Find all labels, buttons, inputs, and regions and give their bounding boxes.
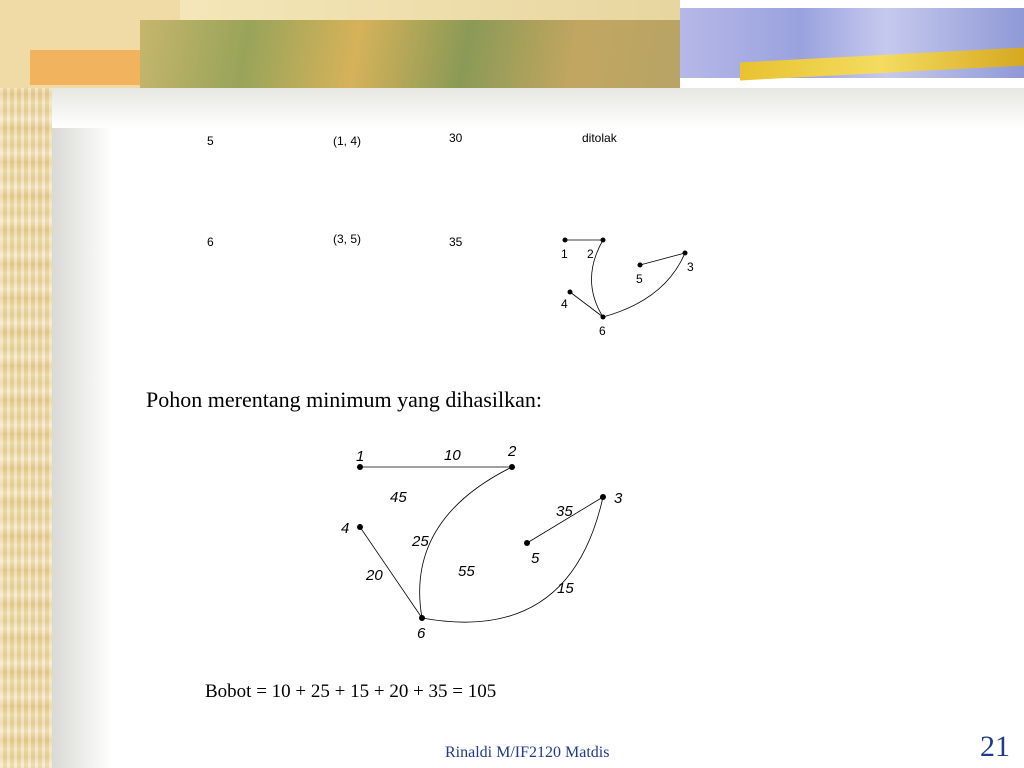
weight-3-5: 35 xyxy=(556,503,573,520)
weight-2-6: 25 xyxy=(412,533,429,550)
bobot-text: Bobot = 10 + 25 + 15 + 20 + 35 = 105 xyxy=(205,681,497,702)
node-label-5: 5 xyxy=(531,550,540,567)
node-3 xyxy=(600,494,606,500)
node-6 xyxy=(419,615,425,621)
small-label-4: 4 xyxy=(561,297,568,311)
row-6-step: 6 xyxy=(207,235,214,249)
node-5 xyxy=(524,540,530,546)
small-label-6: 6 xyxy=(599,324,606,338)
weight-45: 45 xyxy=(390,489,407,506)
edge-2-6 xyxy=(420,467,512,618)
weight-4-6: 20 xyxy=(366,567,383,584)
row-5-step: 5 xyxy=(207,134,214,148)
weight-1-2: 10 xyxy=(444,447,461,464)
small-label-3: 3 xyxy=(687,260,694,274)
row-6-edge: (3, 5) xyxy=(333,232,362,246)
small-label-5: 5 xyxy=(636,272,643,286)
weight-55: 55 xyxy=(458,563,475,580)
row-6-weight: 35 xyxy=(449,235,463,249)
row-5-note: ditolak xyxy=(582,131,617,145)
node-4 xyxy=(357,524,363,530)
node-label-3: 3 xyxy=(614,490,623,507)
row-5-edge: (1, 4) xyxy=(333,134,362,148)
node-label-1: 1 xyxy=(356,448,365,465)
small-label-2: 2 xyxy=(587,247,594,261)
node-label-4: 4 xyxy=(341,520,350,537)
footer-text: Rinaldi M/IF2120 Matdis xyxy=(445,744,610,761)
page-number: 21 xyxy=(980,730,1010,763)
heading: Pohon merentang minimum yang dihasilkan: xyxy=(146,387,542,412)
node-2 xyxy=(509,464,515,470)
small-label-1: 1 xyxy=(561,247,568,261)
weight-3-6: 15 xyxy=(557,580,574,597)
node-label-2: 2 xyxy=(508,443,517,460)
node-label-6: 6 xyxy=(417,625,426,642)
row-5-weight: 30 xyxy=(449,131,463,145)
edge-3-6 xyxy=(422,497,603,622)
